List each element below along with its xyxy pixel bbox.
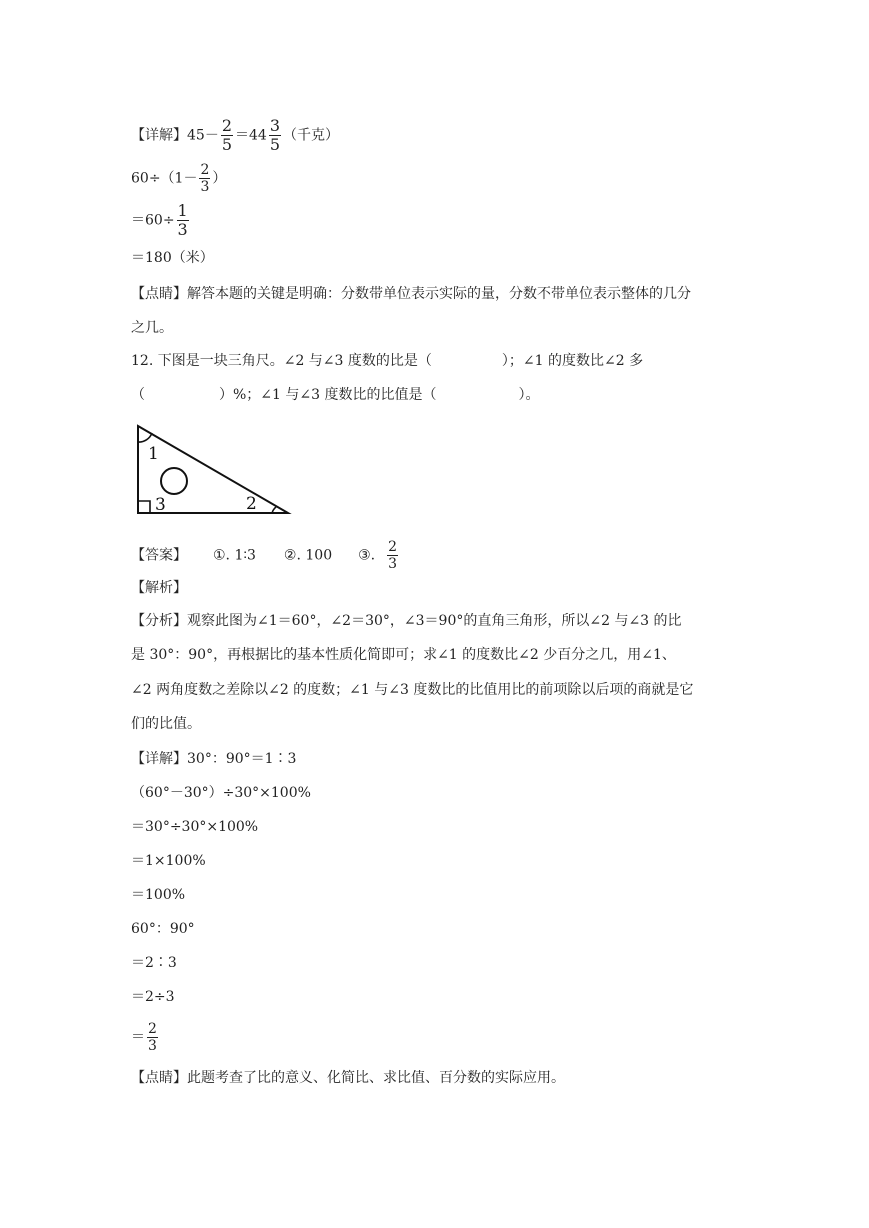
- comment-1-line-2: 之几。: [131, 320, 173, 336]
- detail-2-line-8: ＝2÷3: [131, 989, 175, 1005]
- question-12-line-1: 12. 下图是一块三角尺。∠2 与∠3 度数的比是（ ）；∠1 的度数比∠2 多: [131, 353, 644, 369]
- fraction: $\frac{2}{3}$: [148, 1021, 157, 1054]
- analysis-line-4: 们的比值。: [131, 716, 201, 732]
- detail-2-line-4: ＝1×100%: [131, 853, 206, 869]
- fraction: $\frac{3}{5}$: [269, 116, 281, 154]
- detail-label: 【详解】: [131, 127, 187, 144]
- fraction: $\frac{1}{3}$: [177, 201, 188, 239]
- calc-step-1: 60÷（1－ $\frac{2}{3}$ ）: [131, 162, 227, 195]
- analysis-line-2: 是 30°：90°，再根据比的基本性质化简即可；求∠1 的度数比∠2 少百分之几，用∠1、: [131, 647, 676, 663]
- final-result: ＝ $\frac{2}{3}$: [131, 1021, 157, 1054]
- detail-2-line-3: ＝30°÷30°×100%: [131, 819, 259, 835]
- fraction: $\frac{2}{3}$: [200, 162, 210, 195]
- angle-3-label: 3: [155, 495, 166, 515]
- analysis-label: 【解析】: [131, 580, 187, 596]
- fraction: $\frac{2}{5}$: [221, 116, 233, 154]
- calc-step-2: ＝60÷ $\frac{1}{3}$: [131, 201, 188, 239]
- analysis-line-3: ∠2 两角度数之差除以∠2 的度数；∠1 与∠3 度数比的比值用比的前项除以后项的商就是它: [131, 682, 694, 698]
- right-angle-mark: [138, 501, 150, 513]
- comment-1-line-1: 【点睛】解答本题的关键是明确：分数带单位表示实际的量，分数不带单位表示整体的几分: [131, 286, 691, 302]
- hole-circle: [161, 468, 187, 494]
- detail-line-1: 【详解】45－ $\frac{2}{5}$ ＝44 $\frac{3}{5}$ （千克）: [131, 116, 340, 154]
- triangle-ruler-figure: [130, 420, 300, 520]
- answer-line: 【答案】 ①. 1∶3 ②. 100 ③. $\frac{2}{3}$: [131, 539, 398, 572]
- detail-2-line-7: ＝2∶3: [131, 955, 177, 971]
- comment-2: 【点睛】此题考查了比的意义、化简比、求比值、百分数的实际应用。: [131, 1070, 565, 1086]
- angle-2-label: 2: [246, 494, 257, 514]
- detail-2-line-5: ＝100%: [131, 887, 186, 903]
- analysis-line-1: 【分析】观察此图为∠1＝60°，∠2＝30°，∠3＝90°的直角三角形，所以∠2 与∠3 的比: [131, 613, 682, 629]
- fraction: $\frac{2}{3}$: [388, 539, 398, 572]
- angle-1-label: 1: [148, 444, 159, 464]
- answer-label: 【答案】: [131, 547, 187, 564]
- detail-2-line-6: 60°：90°: [131, 921, 195, 937]
- detail-2-line-1: 【详解】30°：90°＝1∶3: [131, 751, 297, 767]
- angle-1-arc: [138, 433, 152, 442]
- detail-2-line-2: （60°－30°）÷30°×100%: [131, 785, 311, 801]
- calc-step-3: ＝180（米）: [131, 250, 214, 266]
- question-12-line-2: （ ）%；∠1 与∠3 度数比的比值是（ ）。: [131, 387, 540, 403]
